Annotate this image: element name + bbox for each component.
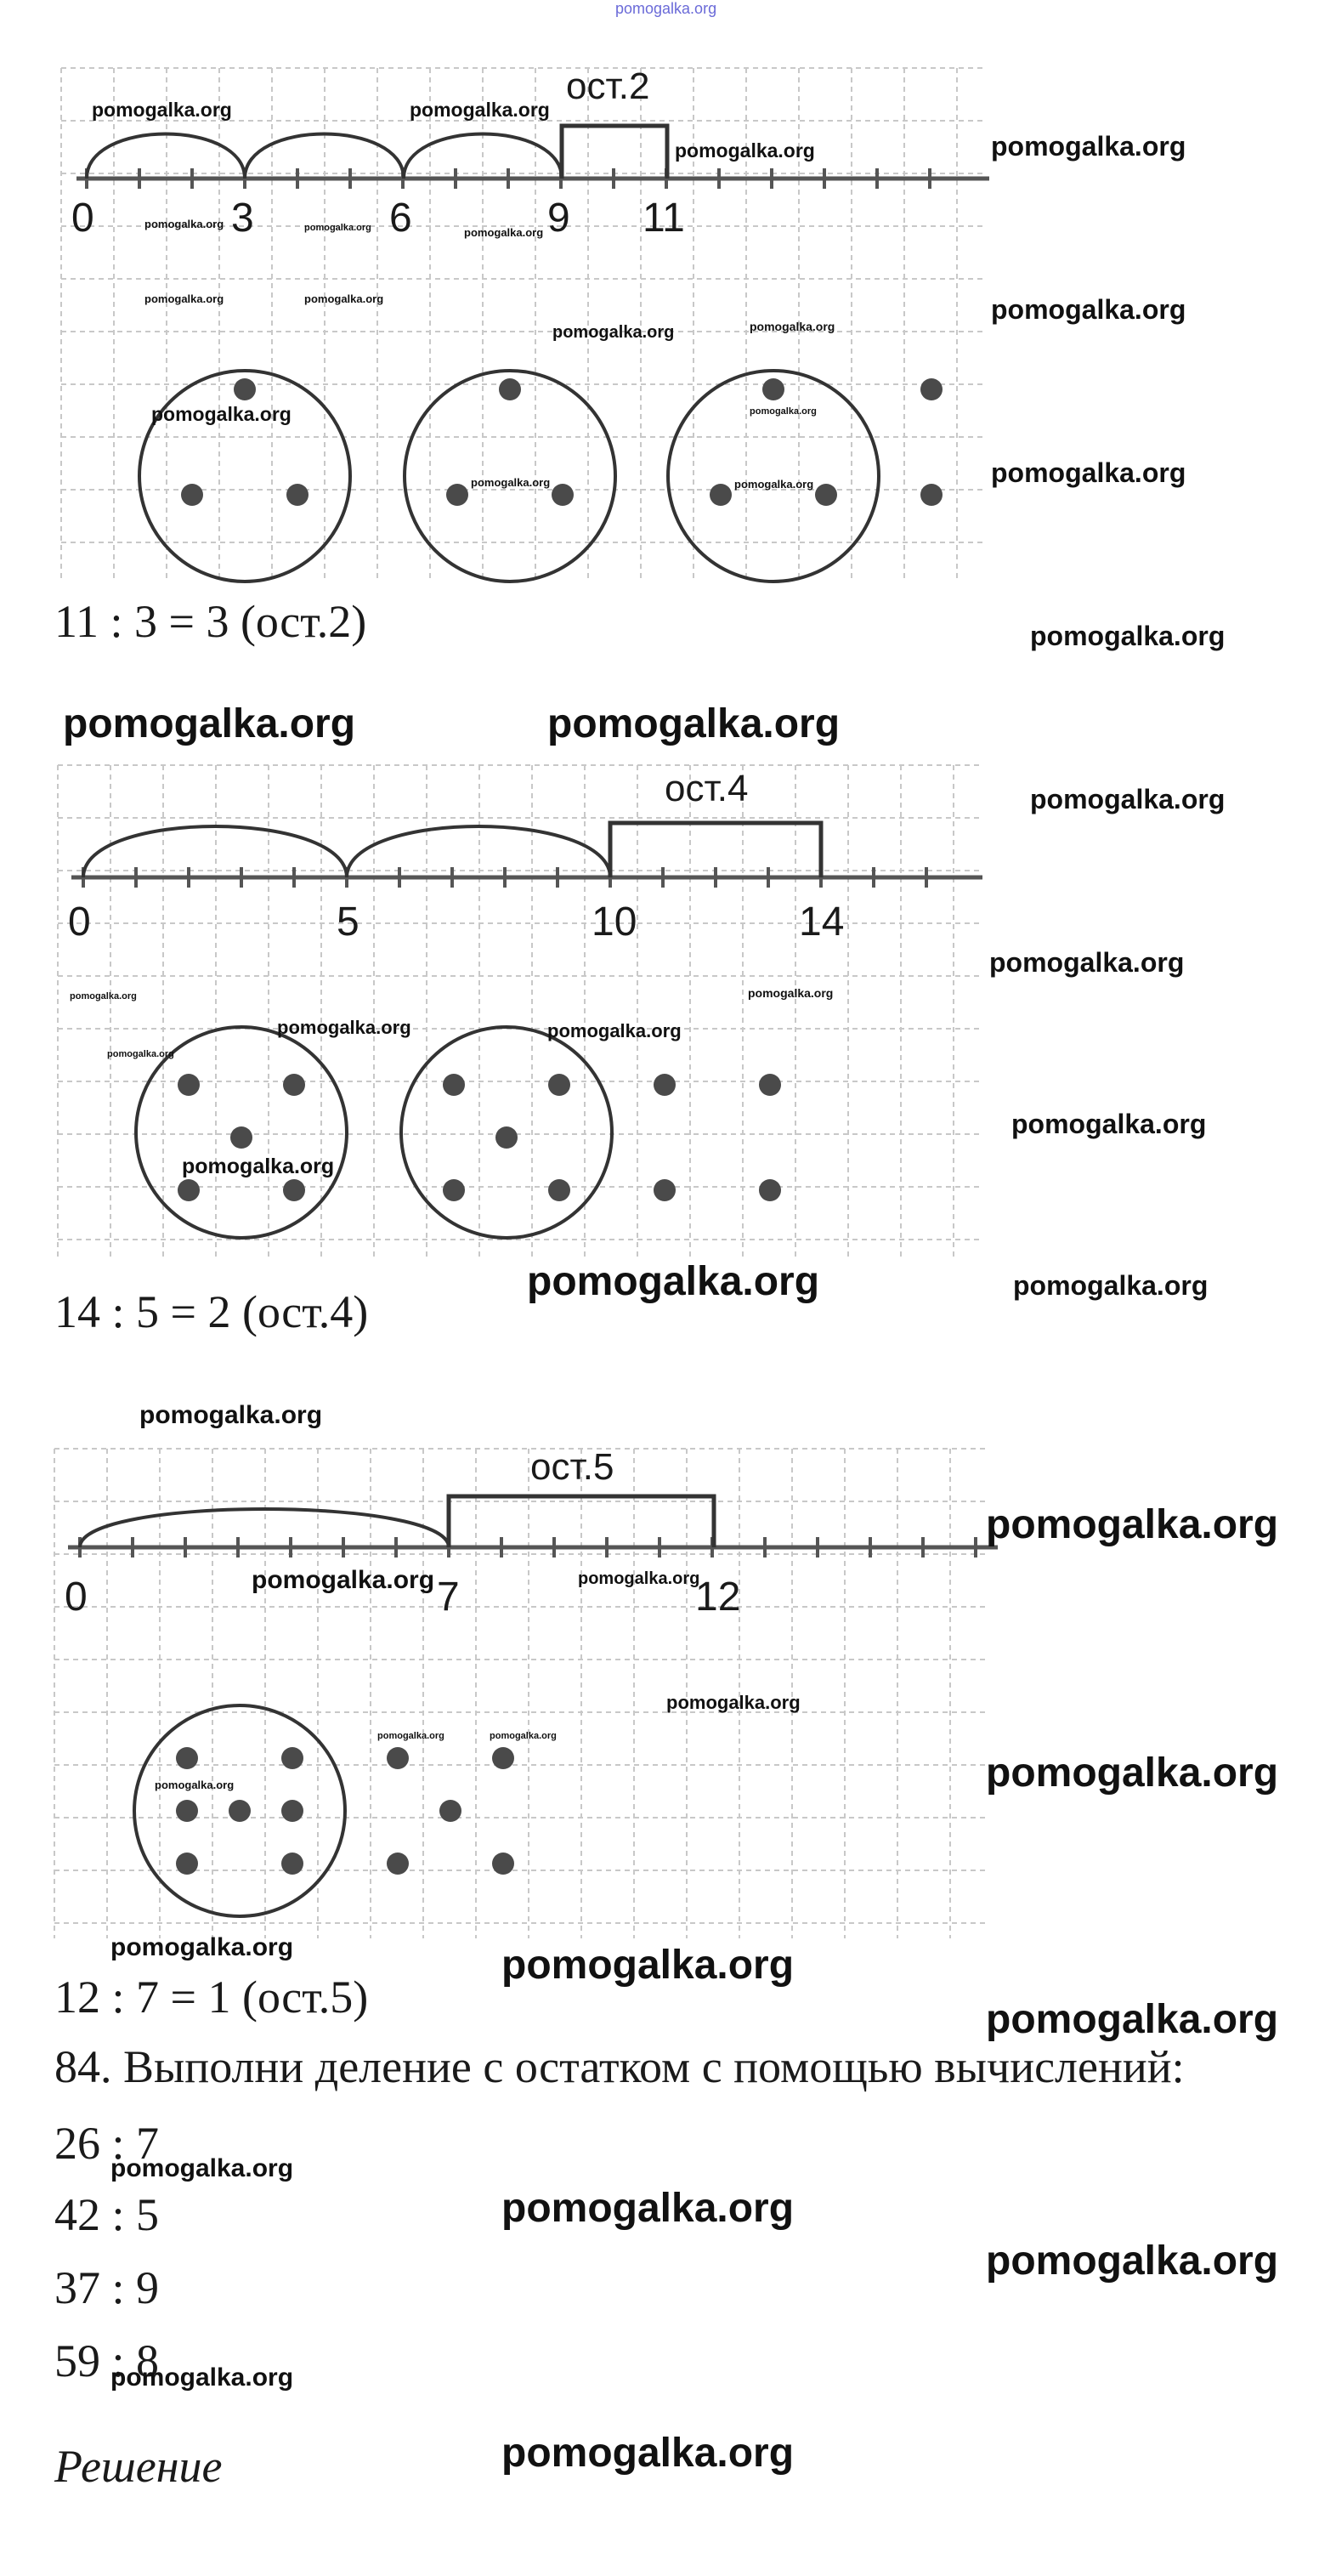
counter-dot: [439, 1800, 461, 1822]
remainder-label: ост.2: [566, 65, 650, 107]
tick-label-11: 11: [643, 196, 685, 241]
tick-label-12: 12: [695, 1575, 741, 1620]
watermark: pomogalka.org: [547, 1020, 682, 1041]
watermark: pomogalka.org: [377, 1731, 444, 1741]
counter-dot: [759, 1179, 781, 1201]
watermark: pomogalka.org: [139, 1401, 323, 1429]
watermark: pomogalka.org: [155, 1779, 235, 1791]
watermark: pomogalka.org: [666, 1692, 801, 1713]
task-item-1: 26 : 7: [54, 2118, 160, 2169]
watermark: pomogalka.org: [63, 701, 356, 746]
task-title: 84. Выполни деление с остатком с помощью вычислений:: [54, 2041, 1185, 2092]
watermark: pomogalka.org: [410, 99, 550, 121]
watermark: pomogalka.org: [182, 1155, 335, 1178]
group-circle: [668, 371, 879, 582]
counter-dot: [181, 484, 203, 506]
watermark: pomogalka.org: [1030, 621, 1226, 651]
counter-dot: [178, 1074, 200, 1096]
counter-dot: [920, 484, 943, 506]
counter-dot: [499, 378, 521, 400]
number-line: [68, 1496, 998, 1558]
watermark: pomogalka.org: [748, 986, 834, 1000]
watermark: pomogalka.org: [110, 2363, 294, 2392]
counter-dot: [762, 378, 784, 400]
watermark: pomogalka.org: [110, 2154, 294, 2182]
tick-label-3: 3: [231, 196, 254, 241]
watermark: pomogalka.org: [501, 2431, 795, 2476]
task-item-3: 37 : 9: [54, 2262, 160, 2313]
counter-dot: [548, 1179, 570, 1201]
tick-label-0: 0: [68, 899, 91, 945]
counter-dot: [234, 378, 256, 400]
remainder-bracket: [449, 1496, 714, 1547]
counter-dot: [492, 1853, 514, 1875]
watermark: pomogalka.org: [70, 991, 137, 1001]
header-watermark: pomogalka.org: [615, 0, 717, 17]
watermark: pomogalka.org: [471, 476, 551, 489]
counter-dot: [283, 1179, 305, 1201]
counter-dot: [548, 1074, 570, 1096]
remainder-label: ост.4: [665, 768, 749, 809]
counter-dot: [176, 1853, 198, 1875]
watermark: pomogalka.org: [986, 1502, 1279, 1547]
counter-dot: [710, 484, 732, 506]
watermark: pomogalka.org: [144, 218, 224, 230]
watermark: pomogalka.org: [490, 1731, 557, 1741]
watermark: pomogalka.org: [986, 2238, 1279, 2284]
counter-dot: [443, 1074, 465, 1096]
number-line: [71, 823, 982, 888]
counter-dot: [552, 484, 574, 506]
watermark: pomogalka.org: [501, 2186, 795, 2231]
counter-dot: [176, 1800, 198, 1822]
tick-label-0: 0: [71, 196, 94, 241]
counter-dot: [443, 1179, 465, 1201]
counter-dot: [387, 1747, 409, 1769]
counter-dot: [759, 1074, 781, 1096]
tick-label-9: 9: [547, 196, 570, 241]
watermark: pomogalka.org: [501, 1943, 795, 1988]
task-item-2: 42 : 5: [54, 2189, 160, 2240]
dots-group: [134, 1705, 514, 1916]
watermark: pomogalka.org: [986, 1750, 1279, 1796]
watermark: pomogalka.org: [675, 139, 815, 162]
counter-dot: [495, 1126, 518, 1149]
counter-dot: [654, 1179, 676, 1201]
tick-label-0: 0: [65, 1575, 88, 1620]
counter-dot: [281, 1853, 303, 1875]
watermark: pomogalka.org: [304, 292, 384, 305]
counter-dot: [281, 1747, 303, 1769]
solution-label: Решение: [54, 2441, 223, 2492]
counter-dot: [654, 1074, 676, 1096]
watermark: pomogalka.org: [252, 1566, 435, 1594]
figure-2-svg: [0, 748, 1336, 1275]
watermark: pomogalka.org: [991, 294, 1186, 325]
watermark: pomogalka.org: [750, 406, 817, 417]
watermark: pomogalka.org: [552, 323, 675, 342]
counter-dot: [286, 484, 309, 506]
watermark: pomogalka.org: [734, 478, 814, 491]
counter-dot: [283, 1074, 305, 1096]
watermark: pomogalka.org: [1011, 1109, 1207, 1139]
watermark: pomogalka.org: [110, 1933, 294, 1961]
watermark: pomogalka.org: [991, 457, 1186, 488]
counter-dot: [492, 1747, 514, 1769]
tick-label-10: 10: [592, 899, 637, 945]
tick-label-7: 7: [437, 1575, 460, 1620]
watermark: pomogalka.org: [277, 1017, 411, 1038]
watermark: pomogalka.org: [750, 320, 835, 333]
watermark: pomogalka.org: [107, 1049, 174, 1059]
counter-dot: [920, 378, 943, 400]
watermark: pomogalka.org: [986, 1997, 1279, 2042]
watermark: pomogalka.org: [578, 1569, 700, 1588]
counter-dot: [815, 484, 837, 506]
figure-division-14-by-5: [0, 748, 1336, 1275]
tick-label-14: 14: [799, 899, 845, 945]
watermark: pomogalka.org: [1013, 1270, 1209, 1301]
counter-dot: [387, 1853, 409, 1875]
watermark: pomogalka.org: [144, 292, 224, 305]
watermark: pomogalka.org: [547, 701, 841, 746]
counter-dot: [229, 1800, 251, 1822]
watermark: pomogalka.org: [92, 99, 232, 121]
watermark: pomogalka.org: [989, 947, 1185, 978]
watermark: pomogalka.org: [464, 226, 544, 239]
equation-1: 11 : 3 = 3 (ост.2): [54, 596, 367, 647]
watermark: pomogalka.org: [304, 223, 371, 233]
watermark: pomogalka.org: [151, 403, 292, 425]
equation-3: 12 : 7 = 1 (ост.5): [54, 1972, 369, 2023]
counter-dot: [176, 1747, 198, 1769]
counter-dot: [446, 484, 468, 506]
watermark: pomogalka.org: [1030, 784, 1226, 814]
watermark: pomogalka.org: [527, 1259, 820, 1304]
equation-2: 14 : 5 = 2 (ост.4): [54, 1286, 369, 1337]
counter-dot: [230, 1126, 252, 1149]
tick-label-5: 5: [337, 899, 359, 945]
counter-dot: [281, 1800, 303, 1822]
task-item-4: 59 : 8: [54, 2335, 160, 2386]
tick-label-6: 6: [389, 196, 412, 241]
dots-group: [136, 1027, 781, 1238]
watermark: pomogalka.org: [991, 131, 1186, 162]
remainder-label: ост.5: [530, 1446, 614, 1488]
counter-dot: [178, 1179, 200, 1201]
